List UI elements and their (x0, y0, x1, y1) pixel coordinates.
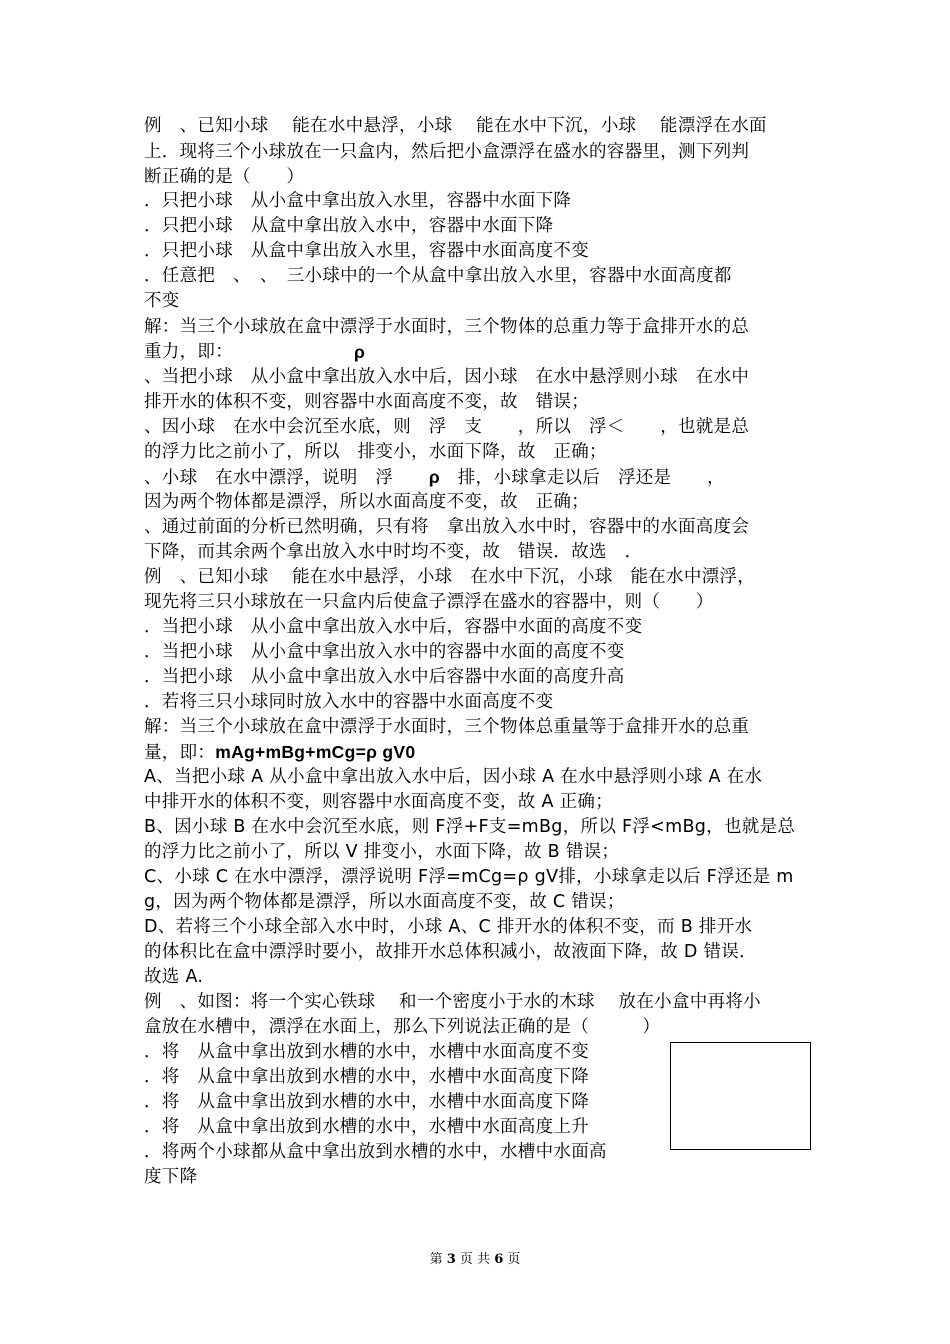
ex2-option-b: ．当把小球 从小盒中拿出放入水中的容器中水面的高度不变 (144, 642, 625, 662)
ex2-solution-line1: 解：当三个小球放在盒中漂浮于水面时，三个物体总重量等于盒排开水的总重 (144, 717, 750, 737)
ex2-solution-b-line2: 的浮力比之前小了，所以 V 排变小，水面下降，故 B 错误； (144, 842, 620, 862)
ex2-solution-b-line1: B、因小球 B 在水中会沉至水底，则 F浮+F支=mBg，所以 F浮<mBg，也就是总 (144, 817, 796, 837)
ex2-solution-c-line2: g，因为两个物体都是漂浮，所以水面高度不变，故 C 错误； (144, 892, 625, 912)
ex1-option-d-line2: 不变 (144, 291, 180, 311)
ex1-solution-d-line1: 、通过前面的分析已然明确，只有将 拿出放入水中时，容器中的水面高度会 (144, 517, 750, 537)
ex1-question-line1: 例 、已知小球 能在水中悬浮，小球 能在水中下沉，小球 能漂浮在水面 (144, 116, 767, 136)
ex1-solution-b-line1: 、因小球 在水中会沉至水底，则 浮 支 ，所以 浮＜ ，也就是总 (144, 417, 750, 437)
ex1-question-line2: 上．现将三个小球放在一只盒内，然后把小盒漂浮在盛水的容器里，测下列判 (144, 142, 750, 162)
figure-box (670, 1042, 811, 1150)
ex2-solution-d-line1: D、若将三个小球全部入水中时，小球 A、C 排开水的体积不变，而 B 排开水 (144, 917, 753, 937)
ex1-solution-line1: 解：当三个小球放在盒中漂浮于水面时，三个物体的总重力等于盒排开水的总 (144, 317, 750, 337)
ex3-question-line1: 例 、如图：将一个实心铁球 和一个密度小于水的木球 放在小盒中再将小 (144, 992, 761, 1012)
ex2-option-c: ．当把小球 从小盒中拿出放入水中后容器中水面的高度升高 (144, 667, 625, 687)
ex1-solution-a-line2: 排开水的体积不变，则容器中水面高度不变，故 错误； (144, 392, 589, 412)
ex2-answer: 故选 A. (144, 967, 204, 987)
ex1-solution-c-line2: 因为两个物体都是漂浮，所以水面高度不变，故 正确； (144, 492, 589, 512)
ex2-option-a: ．当把小球 从小盒中拿出放入水中后，容器中水面的高度不变 (144, 617, 643, 637)
ex2-question-line1: 例 、已知小球 能在水中悬浮，小球 在水中下沉，小球 能在水中漂浮， (144, 567, 756, 587)
ex1-solution-d-line2: 下降，而其余两个拿出放入水中时均不变，故 错误．故选 ． (144, 542, 643, 562)
total-page-number: 6 (494, 1252, 504, 1267)
ex1-option-c: ．只把小球 从盒中拿出放入水里，容器中水面高度不变 (144, 241, 589, 261)
ex1-solution-a-line1: 、当把小球 从小盒中拿出放入水中后，因小球 在水中悬浮则小球 在水中 (144, 367, 750, 387)
ex3-option-d: ．将 从盒中拿出放到水槽的水中，水槽中水面高度上升 (144, 1117, 589, 1137)
ex3-question-line2: 盒放在水槽中，漂浮在水面上，那么下列说法正确的是（ ） (144, 1017, 661, 1037)
ex1-solution-c-line1: 、小球 在水中漂浮，说明 浮 ρ 排，小球拿走以后 浮还是 ， (144, 467, 725, 488)
ex1-solution-line2: 重力，即： ρ (144, 342, 366, 362)
ex2-option-d: ．若将三只小球同时放入水中的容器中水面高度不变 (144, 692, 554, 712)
ex3-option-e-line1: ．将两个小球都从盒中拿出放到水槽的水中，水槽中水面高 (144, 1142, 607, 1162)
ex2-solution-a-line2: 中排开水的体积不变，则容器中水面高度不变，故 A 正确； (144, 792, 613, 812)
ex1-option-a: ．只把小球 从小盒中拿出放入水里，容器中水面下降 (144, 191, 572, 211)
ex3-option-c: ．将 从盒中拿出放到水槽的水中，水槽中水面高度下降 (144, 1092, 589, 1112)
ex1-option-d-line1: ．任意把 、 、 三小球中的一个从盒中拿出放入水里，容器中水面高度都 (144, 266, 732, 286)
current-page-number: 3 (446, 1252, 456, 1267)
ex2-solution-c-line1: C、小球 C 在水中漂浮，漂浮说明 F浮=mCg=ρ gV排，小球拿走以后 F浮还是 m (144, 867, 794, 887)
ex3-option-e-line2: 度下降 (144, 1167, 198, 1187)
ex2-equation: mAg+mBg+mCg=ρ gV0 (215, 742, 416, 762)
ex1-solution-b-line2: 的浮力比之前小了，所以 排变小，水面下降，故 正确； (144, 442, 607, 462)
page-footer: 第 3 页 共 6 页 (429, 1252, 521, 1267)
ex2-solution-d-line2: 的体积比在盒中漂浮时要小，故排开水总体积减小，故液面下降，故 D 错误． (144, 942, 757, 962)
ex3-option-a: ．将 从盒中拿出放到水槽的水中，水槽中水面高度不变 (144, 1042, 589, 1062)
ex1-question-line3: 断正确的是（ ） (144, 167, 305, 187)
ex3-option-b: ．将 从盒中拿出放到水槽的水中，水槽中水面高度下降 (144, 1067, 589, 1087)
ex2-solution-a-line1: A、当把小球 A 从小盒中拿出放入水中后，因小球 A 在水中悬浮则小球 A 在水 (144, 767, 763, 787)
ex2-solution-line2: 量，即：mAg+mBg+mCg=ρ gV0 (144, 742, 416, 763)
ex2-question-line2: 现先将三只小球放在一只盒内后使盒子漂浮在盛水的容器中，则（ ） (144, 592, 714, 612)
ex1-option-b: ．只把小球 从盒中拿出放入水中，容器中水面下降 (144, 216, 554, 236)
